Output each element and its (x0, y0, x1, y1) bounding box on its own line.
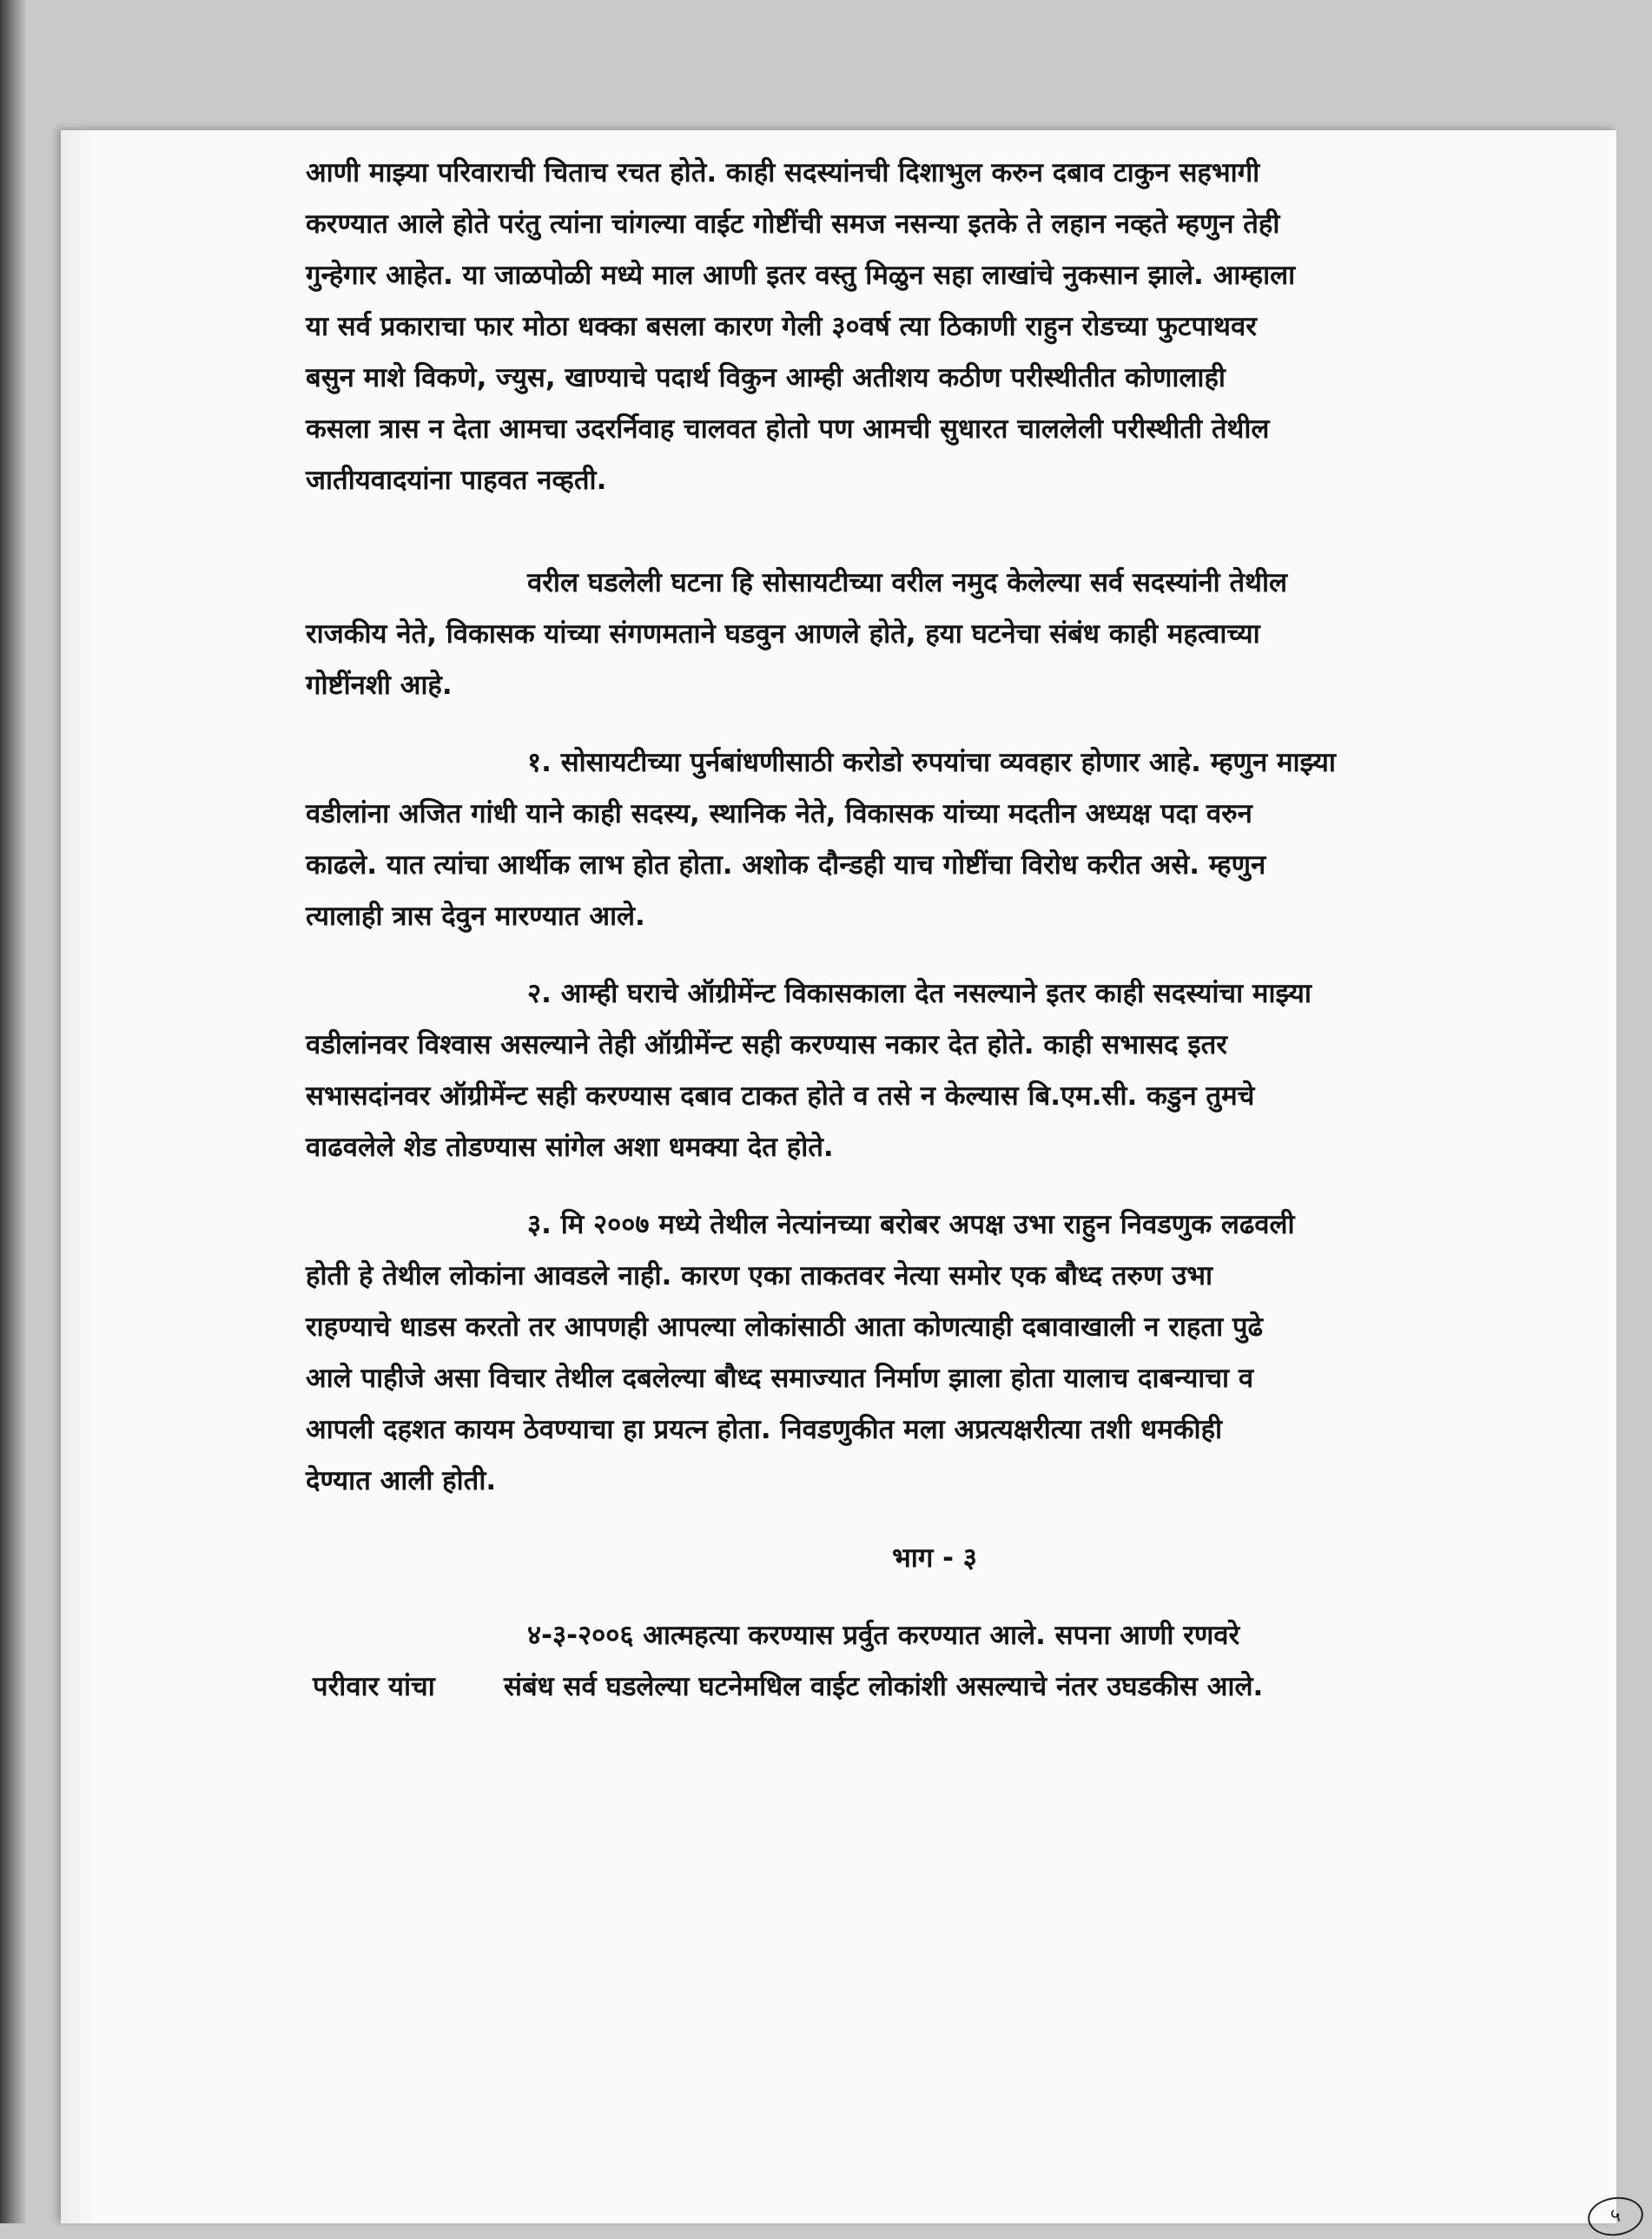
text-line: वडीलांनवर विश्वास असल्याने तेही ऑग्रीमेंन्ट सही करण्यास नकार देत होते. काही सभासद इतर (306, 1029, 1227, 1060)
paragraph-gap (306, 506, 1652, 558)
text-line: आपली दहशत कायम ठेवण्याचा हा प्रयत्न होता. निवडणुकीत मला अप्रत्यक्षरीत्या तशी धमकीही (306, 1414, 1223, 1445)
text-line: होती हे तेथील लोकांना आवडले नाही. कारण एका ताकतवर नेत्या समोर एक बौध्द तरुण उभा (306, 1260, 1213, 1291)
document-page (61, 130, 1622, 2228)
text-line: राहण्याचे धाडस करतो तर आपणही आपल्या लोकांसाठी आता कोणत्याही दबावाखाली न राहता पुढे (306, 1311, 1263, 1343)
section-3-body (306, 1610, 1652, 1713)
page-number: ५ (1585, 2194, 1646, 2239)
text-line: बसुन माशे विकणे, ज्युस, खाण्याचे पदार्थ विकुन आम्ही अतीशय कठीण परीस्थीतीत कोणालाही (306, 362, 1226, 393)
text-line: कसला त्रास न देता आमचा उदरर्निवाह चालवत होतो पण आमची सुधारत चाललेली परीस्थीती तेथील (306, 413, 1270, 445)
text-line: राजकीय नेते, विकासक यांच्या संगणमताने घडवुन आणले होते, हया घटनेचा संबंध काही महत्वाच्या (306, 618, 1260, 650)
text-line: सभासदांनवर ऑग्रीमेंन्ट सही करण्यास दबाव टाकत होते व तसे न केल्यास बि.एम.सी. कडुन तुमचे (306, 1080, 1255, 1112)
document-body (306, 148, 1652, 1713)
text-line: त्यालाही त्रास देवुन मारण्यात आले. (306, 901, 645, 932)
paragraph-incident-conspiracy (306, 558, 1652, 711)
paragraph-family-loss (306, 148, 1652, 506)
numbered-point-3 (306, 1199, 1652, 1507)
paragraph-gap (306, 1173, 1652, 1199)
text-line: करण्यात आले होते परंतु त्यांना चांगल्या वाईट गोष्टींची समज नसन्या इतके ते लहान नव्हते म्हणुन तेही (306, 208, 1280, 240)
text-line: आणी माझ्या परिवाराची चिताच रचत होते. काही सदस्यांनची दिशाभुल करुन दबाव टाकुन सहभागी (306, 157, 1260, 188)
paragraph-gap (306, 1584, 1652, 1610)
text-line: १. सोसायटीच्या पुर्नबांधणीसाठी करोडो रुपयांचा व्यवहार होणार आहे. म्हणुन माझ्या (527, 747, 1336, 778)
text-line (306, 1661, 1652, 1713)
numbered-point-1 (306, 737, 1652, 942)
text-line: २. आम्ही घराचे ऑग्रीमेंन्ट विकासकाला देत नसल्याने इतर काही सदस्यांचा माझ्या (527, 978, 1312, 1009)
text-line: वडीलांना अजित गांधी याने काही सदस्य, स्थानिक नेते, विकासक यांच्या मदतीन अध्यक्ष पदा वरुन (306, 798, 1252, 829)
text-line: जातीयवादयांना पाहवत नव्हती. (306, 465, 607, 496)
section-heading: भाग - ३ (892, 1542, 977, 1574)
text-fragment: परीवार यांचा (313, 1671, 435, 1702)
numbered-point-2 (306, 968, 1652, 1173)
text-line: या सर्व प्रकाराचा फार मोठा धक्का बसला कारण गेली ३०वर्ष त्या ठिकाणी राहुन रोडच्या फुटपाथवर (306, 311, 1257, 342)
text-line: गुन्हेगार आहेत. या जाळपोळी मध्ये माल आणी इतर वस्तु मिळुन सहा लाखांचे नुकसान झाले. आम्हाला (306, 260, 1296, 291)
text-line: वरील घडलेली घटना हि सोसायटीच्या वरील नमुद केलेल्या सर्व सदस्यांनी तेथील (527, 567, 1288, 598)
text-line: देण्यात आली होती. (306, 1465, 497, 1496)
text-line: काढले. यात त्यांचा आर्थीक लाभ होत होता. अशोक दौन्डही याच गोष्टींचा विरोध करीत असे. म्हणुन (306, 849, 1266, 881)
text-line: ४-३-२००६ आत्महत्या करण्यास प्रर्वुत करण्यात आले. सपना आणी रणवरे (527, 1620, 1240, 1651)
text-line: ३. मि २००७ मध्ये तेथील नेत्यांनच्या बरोबर अपक्ष उभा राहुन निवडणुक लढवली (527, 1209, 1295, 1240)
scanner-edge (0, 0, 26, 2223)
paragraph-gap (306, 1507, 1652, 1533)
text-line: आले पाहीजे असा विचार तेथील दबलेल्या बौध्द समाज्यात निर्माण झाला होता यालाच दाबन्याचा व (306, 1363, 1254, 1394)
paragraph-gap (306, 711, 1652, 737)
text-fragment: संबंध सर्व घडलेल्या घटनेमधिल वाईट लोकांशी असल्याचे नंतर उघडकीस आले. (504, 1671, 1264, 1702)
paragraph-gap (306, 942, 1652, 968)
text-line: वाढवलेले शेड तोडण्यास सांगेल अशा धमक्या देत होते. (306, 1132, 834, 1163)
text-line: गोष्टींनशी आहे. (306, 670, 453, 701)
